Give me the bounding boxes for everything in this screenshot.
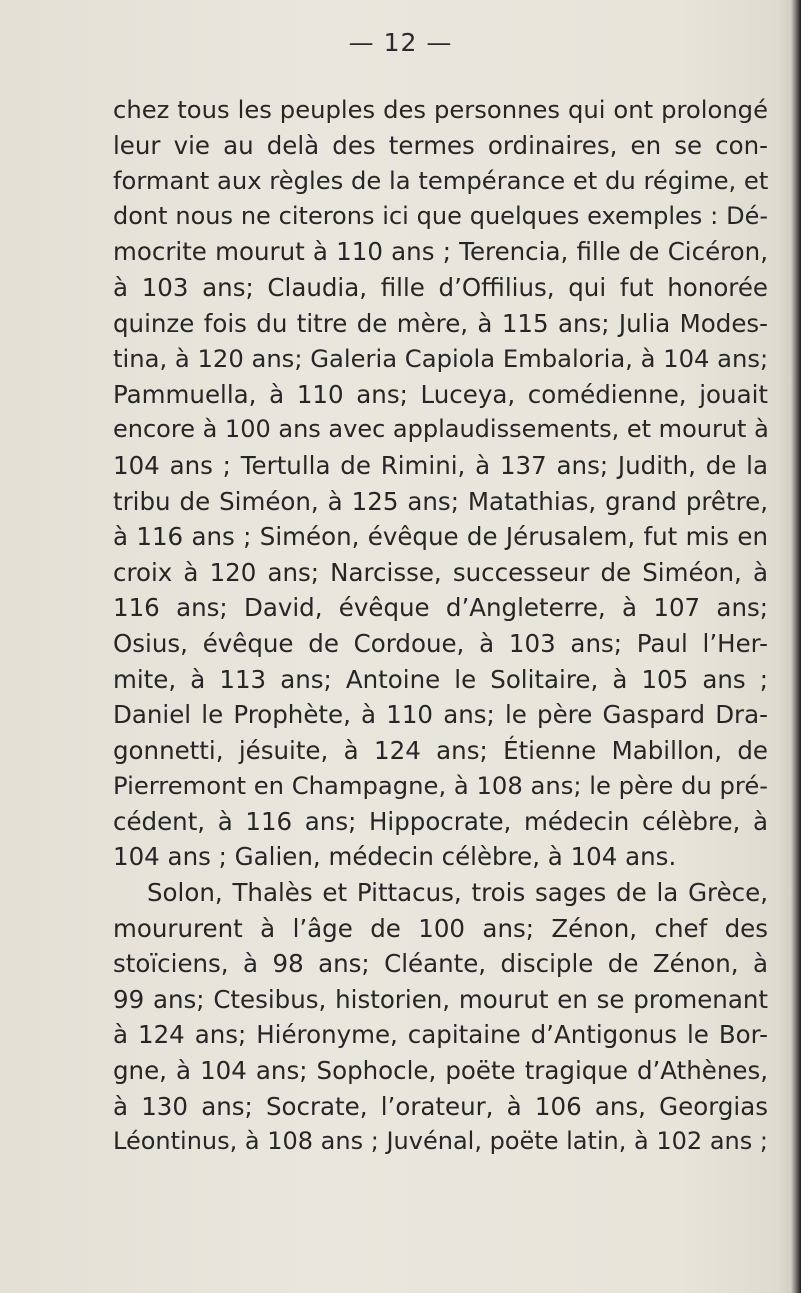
text-line: leur vie au delà des termes ordinaires, en se con- — [113, 130, 768, 160]
text-line: gonnetti, jésuite, à 124 ans; Étienne Mabillon, de — [113, 735, 768, 765]
text-line: croix à 120 ans; Narcisse, successeur de Siméon, à — [113, 557, 768, 587]
text-line: 116 ans; David, évêque d’Angleterre, à 107 ans; — [113, 593, 768, 623]
text-line: Pierremont en Champagne, à 108 ans; le père du pré- — [113, 771, 768, 801]
text-line: Daniel le Prophète, à 110 ans; le père Gaspard Dra- — [113, 700, 768, 730]
text-line: Pammuella, à 110 ans; Luceya, comédienne, jouait — [113, 379, 768, 409]
text-line: Léontinus, à 108 ans ; Juvénal, poëte latin, à 102 ans ; — [113, 1127, 768, 1156]
text-line: 99 ans; Ctesibus, historien, mourut en se promenant — [113, 984, 768, 1014]
text-line: tina, à 120 ans; Galeria Capiola Embaloria, à 104 ans; — [113, 344, 769, 374]
text-line: 104 ans ; Galien, médecin célèbre, à 104 ans. — [113, 842, 677, 872]
text-line: mite, à 113 ans; Antoine le Solitaire, à 105 ans ; — [113, 664, 768, 694]
text-line: Solon, Thalès et Pittacus, trois sages de la Grèce, — [147, 878, 768, 908]
text-line: chez tous les peuples des personnes qui ont prolongé — [113, 95, 768, 124]
text-line: moururent à l’âge de 100 ans; Zénon, chef des — [113, 913, 768, 943]
text-line: à 116 ans ; Siméon, évêque de Jérusalem, fut mis en — [113, 522, 768, 552]
text-line: 104 ans ; Tertulla de Rimini, à 137 ans; Judith, de la — [113, 450, 768, 480]
text-line: à 103 ans; Claudia, fille d’Offilius, qui fut honorée — [113, 272, 768, 302]
page-number: — 12 — — [348, 28, 453, 57]
text-line: Osius, évêque de Cordoue, à 103 ans; Paul l’Her- — [113, 628, 768, 658]
text-line: à 124 ans; Hiéronyme, capitaine d’Antigonus le Bor- — [113, 1020, 768, 1050]
text-line: encore à 100 ans avec applaudissements, et mourut à — [113, 415, 769, 444]
text-line: à 130 ans; Socrate, l’orateur, à 106 ans, Georgias — [113, 1091, 768, 1121]
page-edge-shadow — [791, 0, 801, 1293]
text-line: cédent, à 116 ans; Hippocrate, médecin célèbre, à — [113, 806, 768, 836]
text-line: quinze fois du titre de mère, à 115 ans; Julia Modes- — [113, 308, 768, 338]
body-text — [113, 92, 768, 1160]
text-line: stoïciens, à 98 ans; Cléante, disciple de Zénon, à — [113, 949, 768, 979]
text-line: dont nous ne citerons ici que quelques exemples : Dé- — [113, 201, 768, 230]
text-line: mocrite mourut à 110 ans ; Terencia, fille de Cicéron, — [113, 237, 768, 267]
text-line: tribu de Siméon, à 125 ans; Matathias, grand prêtre, — [113, 486, 768, 516]
text-line: gne, à 104 ans; Sophocle, poëte tragique d’Athènes, — [113, 1056, 768, 1086]
text-line: formant aux règles de la tempérance et du régime, et — [113, 166, 769, 196]
